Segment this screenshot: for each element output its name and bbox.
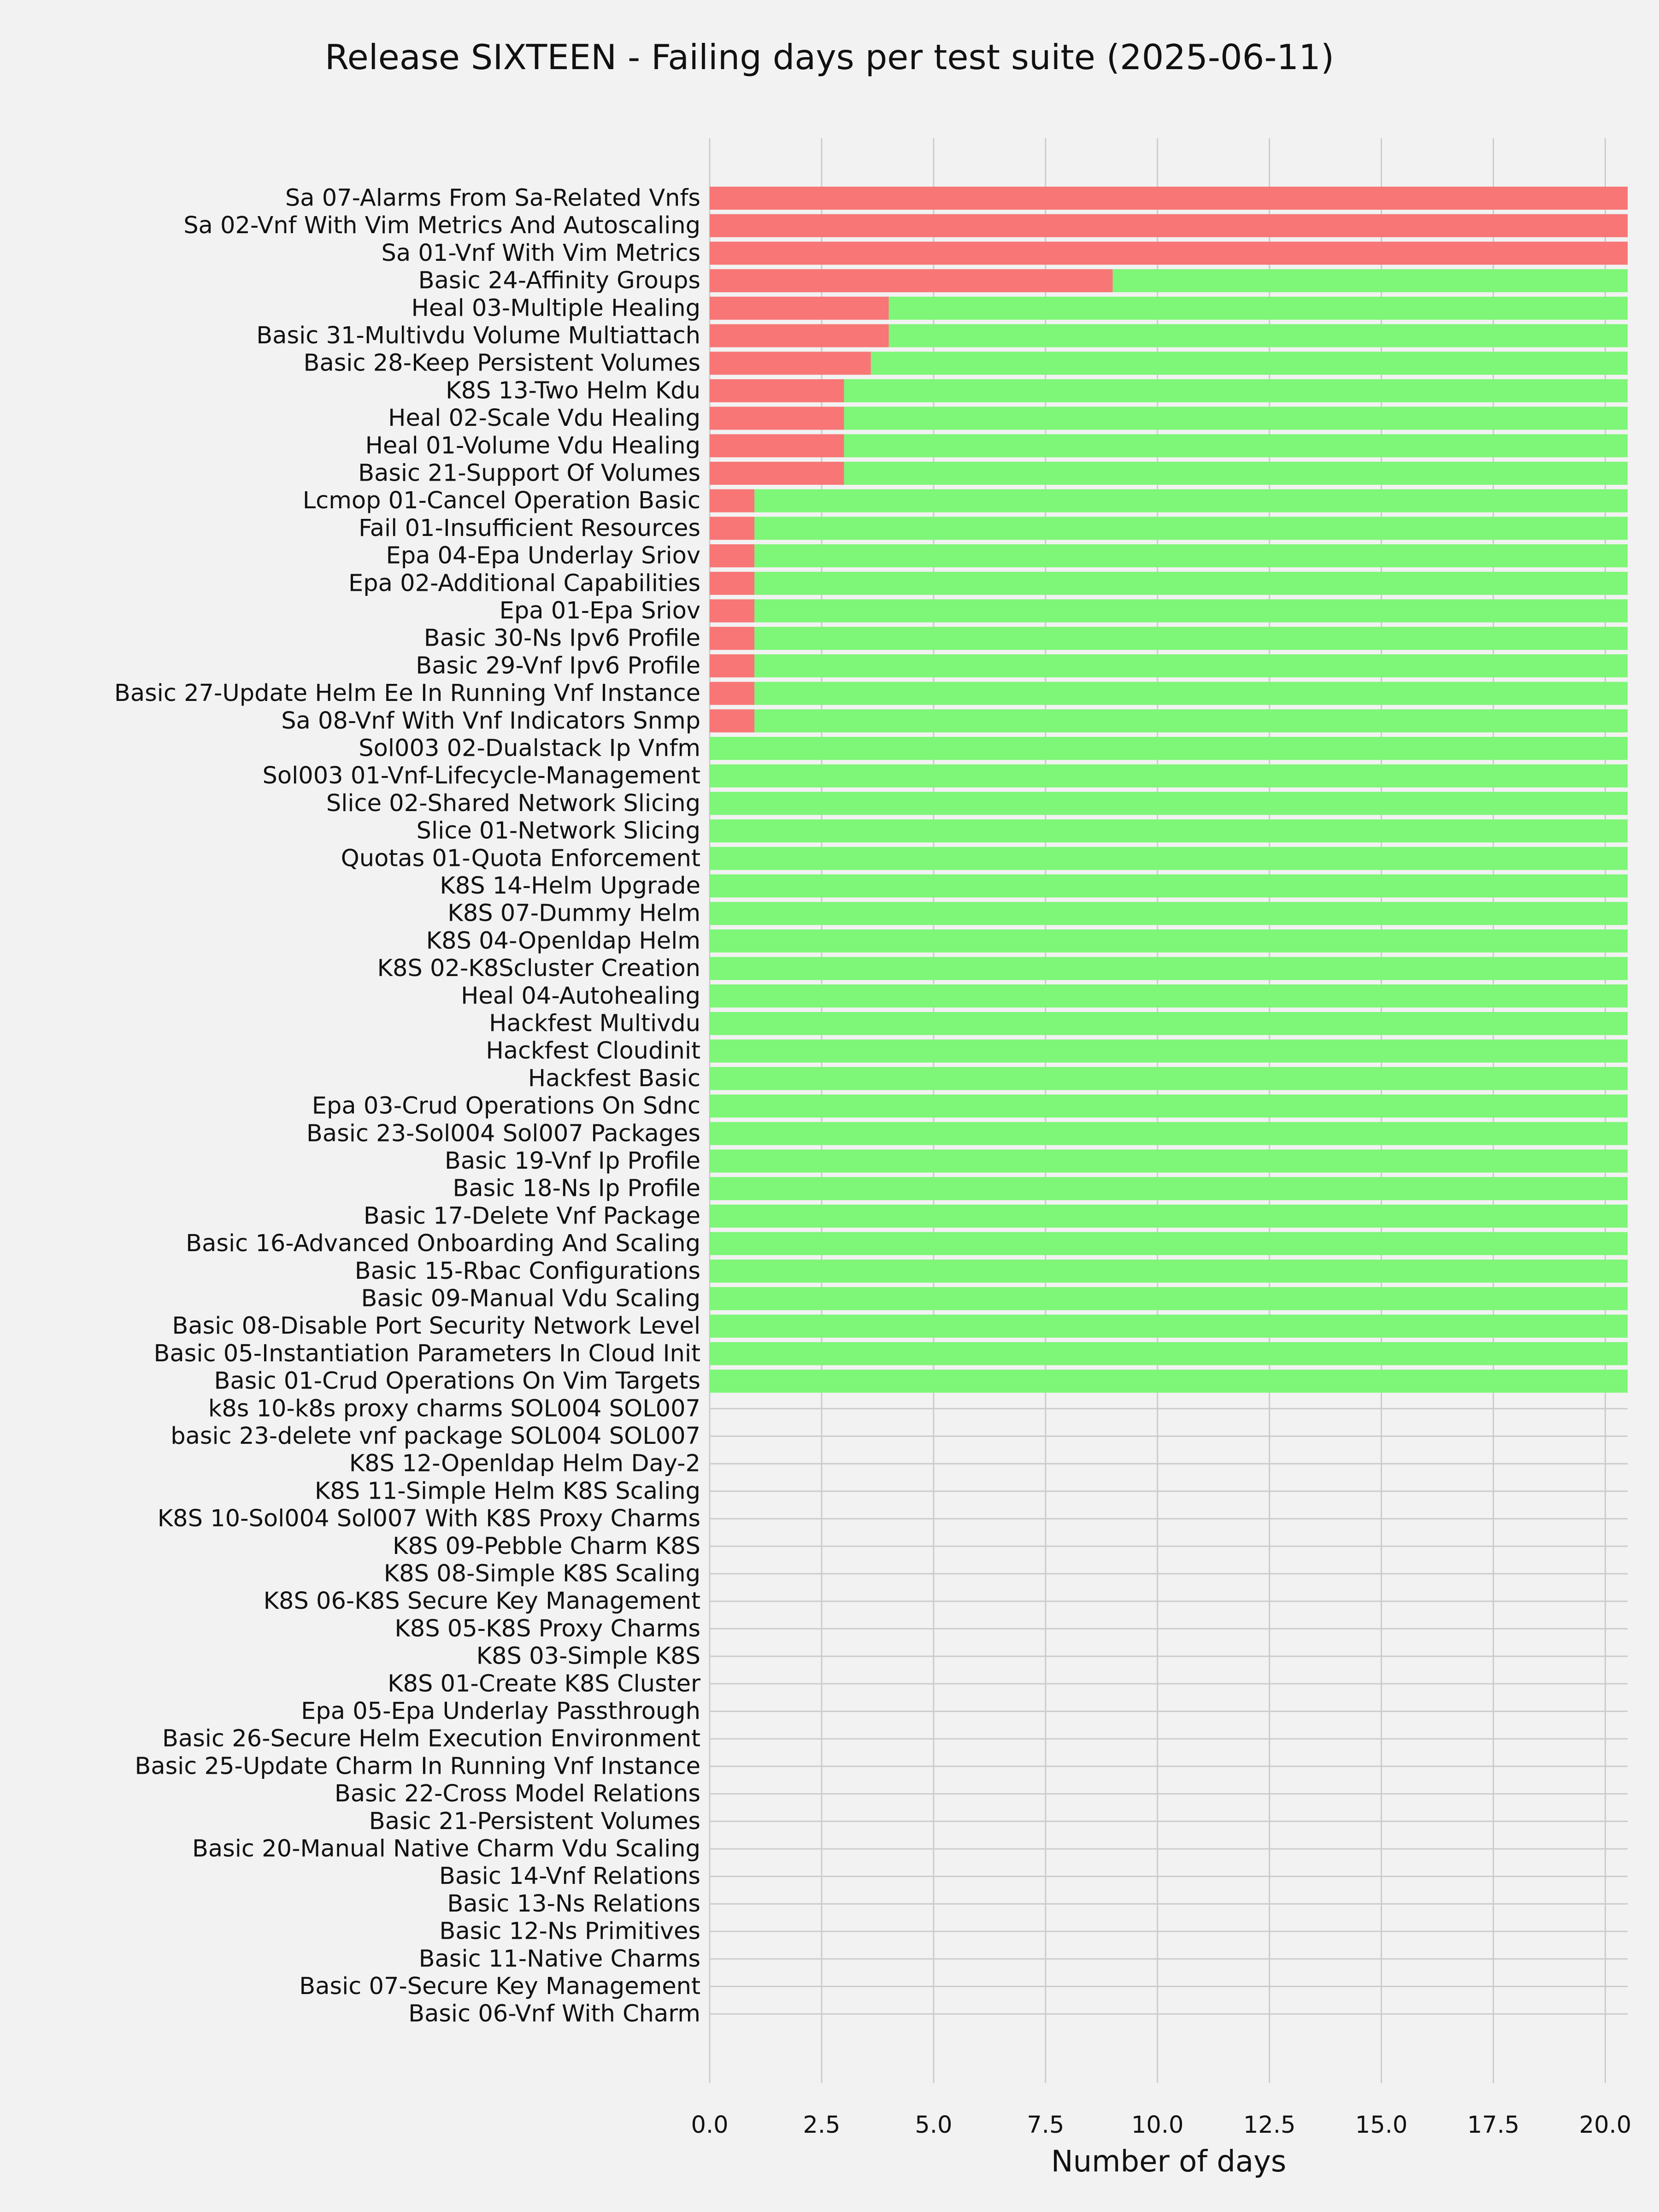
pass-bar-35: [710, 1150, 1628, 1173]
category-label-52: K8S 05-K8S Proxy Charms: [394, 1615, 700, 1642]
pass-bar-20: [710, 737, 1628, 760]
fail-bar-6: [710, 352, 871, 375]
pass-bar-27: [710, 930, 1628, 953]
category-label-47: K8S 11-Simple Helm K8S Scaling: [314, 1477, 700, 1505]
fail-bar-12: [710, 517, 754, 540]
pass-bar-22: [710, 792, 1628, 815]
category-label-61: Basic 14-Vnf Relations: [439, 1863, 700, 1890]
category-label-12: Fail 01-Insufficient Resources: [359, 514, 700, 542]
fail-bar-18: [710, 682, 754, 705]
category-label-16: Basic 30-Ns Ipv6 Profile: [424, 624, 700, 652]
category-label-37: Basic 17-Delete Vnf Package: [363, 1202, 700, 1230]
category-label-40: Basic 09-Manual Vdu Scaling: [361, 1285, 700, 1312]
pass-bar-18: [754, 682, 1628, 705]
category-label-29: Heal 04-Autohealing: [461, 982, 700, 1010]
category-label-57: Basic 25-Update Charm In Running Vnf Instance: [135, 1753, 700, 1780]
fail-bar-4: [710, 297, 889, 320]
category-label-26: K8S 07-Dummy Helm: [447, 900, 700, 927]
pass-bar-42: [710, 1342, 1628, 1365]
pass-bar-13: [754, 544, 1628, 567]
category-label-36: Basic 18-Ns Ip Profile: [453, 1175, 700, 1202]
category-label-46: K8S 12-Openldap Helm Day-2: [349, 1450, 700, 1477]
category-label-8: Heal 02-Scale Vdu Healing: [388, 405, 700, 432]
pass-bar-24: [710, 847, 1628, 870]
pass-bar-30: [710, 1012, 1628, 1035]
pass-bar-43: [710, 1370, 1628, 1393]
category-label-18: Basic 27-Update Helm Ee In Running Vnf Instance: [114, 680, 700, 707]
category-label-65: Basic 07-Secure Key Management: [299, 1973, 700, 2000]
category-label-56: Basic 26-Secure Helm Execution Environment: [162, 1725, 700, 1753]
pass-bar-7: [844, 379, 1628, 402]
pass-bar-31: [710, 1040, 1628, 1063]
fail-bar-10: [710, 462, 844, 485]
pass-bar-36: [710, 1177, 1628, 1200]
pass-bar-38: [710, 1232, 1628, 1255]
pass-bar-40: [710, 1287, 1628, 1310]
pass-bar-21: [710, 765, 1628, 788]
category-label-5: Basic 31-Multivdu Volume Multiattach: [256, 322, 700, 349]
category-label-32: Hackfest Basic: [528, 1065, 700, 1092]
fail-bar-17: [710, 654, 754, 677]
category-label-55: Epa 05-Epa Underlay Passthrough: [301, 1698, 700, 1725]
x-tick-label-1: 2.5: [803, 2112, 841, 2139]
category-label-25: K8S 14-Helm Upgrade: [440, 872, 700, 900]
fail-bar-15: [710, 600, 754, 623]
x-tick-label-6: 15.0: [1355, 2112, 1408, 2139]
category-label-42: Basic 05-Instantiation Parameters In Cloud Init: [153, 1340, 700, 1367]
pass-bar-26: [710, 902, 1628, 925]
category-label-43: Basic 01-Crud Operations On Vim Targets: [214, 1367, 700, 1395]
category-label-23: Slice 01-Network Slicing: [416, 817, 700, 845]
pass-bar-14: [754, 572, 1628, 595]
pass-bar-6: [871, 352, 1628, 375]
pass-bar-23: [710, 819, 1628, 842]
category-label-15: Epa 01-Epa Sriov: [499, 597, 700, 624]
x-tick-label-4: 10.0: [1131, 2112, 1184, 2139]
pass-bar-32: [710, 1067, 1628, 1090]
category-label-63: Basic 12-Ns Primitives: [439, 1918, 700, 1945]
category-label-1: Sa 02-Vnf With Vim Metrics And Autoscaling: [183, 212, 700, 240]
category-label-19: Sa 08-Vnf With Vnf Indicators Snmp: [281, 707, 700, 735]
category-label-38: Basic 16-Advanced Onboarding And Scaling: [186, 1230, 700, 1258]
category-label-60: Basic 20-Manual Native Charm Vdu Scaling: [192, 1835, 700, 1863]
fail-bar-3: [710, 269, 1113, 292]
pass-bar-4: [889, 297, 1628, 320]
x-tick-label-5: 12.5: [1243, 2112, 1296, 2139]
x-axis-title: Number of days: [1051, 2145, 1287, 2179]
category-label-30: Hackfest Multivdu: [489, 1010, 700, 1037]
fail-bar-9: [710, 434, 844, 457]
chart-title: Release SIXTEEN - Failing days per test suite (2025-06-11): [324, 37, 1335, 77]
category-label-64: Basic 11-Native Charms: [418, 1945, 700, 1973]
pass-bar-37: [710, 1205, 1628, 1228]
category-label-2: Sa 01-Vnf With Vim Metrics: [381, 239, 700, 267]
pass-bar-39: [710, 1259, 1628, 1282]
category-label-31: Hackfest Cloudinit: [486, 1037, 700, 1065]
fail-bar-13: [710, 544, 754, 567]
fail-bar-8: [710, 407, 844, 430]
category-label-21: Sol003 01-Vnf-Lifecycle-Management: [262, 762, 700, 790]
fail-bar-14: [710, 572, 754, 595]
category-label-14: Epa 02-Additional Capabilities: [348, 570, 700, 597]
category-label-27: K8S 04-Openldap Helm: [426, 927, 700, 955]
pass-bar-3: [1113, 269, 1628, 292]
pass-bar-33: [710, 1094, 1628, 1118]
category-label-51: K8S 06-K8S Secure Key Management: [263, 1588, 700, 1615]
pass-bar-10: [844, 462, 1628, 485]
category-label-33: Epa 03-Crud Operations On Sdnc: [312, 1092, 700, 1120]
category-label-53: K8S 03-Simple K8S: [476, 1642, 700, 1670]
pass-bar-5: [889, 324, 1628, 347]
fail-bar-5: [710, 324, 889, 347]
category-label-13: Epa 04-Epa Underlay Sriov: [386, 542, 700, 570]
category-label-10: Basic 21-Support Of Volumes: [358, 459, 700, 487]
pass-bar-25: [710, 875, 1628, 898]
category-label-3: Basic 24-Affinity Groups: [418, 267, 700, 294]
category-label-50: K8S 08-Simple K8S Scaling: [383, 1560, 700, 1588]
category-label-49: K8S 09-Pebble Charm K8S: [392, 1532, 700, 1560]
pass-bar-28: [710, 957, 1628, 980]
fail-bar-11: [710, 489, 754, 512]
category-label-0: Sa 07-Alarms From Sa-Related Vnfs: [285, 184, 700, 212]
pass-bar-11: [754, 489, 1628, 512]
category-label-22: Slice 02-Shared Network Slicing: [326, 789, 700, 817]
pass-bar-19: [754, 709, 1628, 732]
fail-bar-0: [710, 187, 1628, 210]
category-label-9: Heal 01-Volume Vdu Healing: [365, 432, 700, 459]
category-label-44: k8s 10-k8s proxy charms SOL004 SOL007: [208, 1395, 700, 1423]
category-label-54: K8S 01-Create K8S Cluster: [388, 1670, 700, 1698]
category-label-41: Basic 08-Disable Port Security Network Level: [172, 1312, 700, 1340]
category-label-48: K8S 10-Sol004 Sol007 With K8S Proxy Charms: [157, 1505, 700, 1533]
pass-bar-15: [754, 600, 1628, 623]
category-label-58: Basic 22-Cross Model Relations: [334, 1780, 700, 1808]
category-label-35: Basic 19-Vnf Ip Profile: [444, 1147, 700, 1175]
category-label-6: Basic 28-Keep Persistent Volumes: [303, 349, 700, 377]
x-tick-label-7: 17.5: [1467, 2112, 1520, 2139]
pass-bar-41: [710, 1315, 1628, 1338]
category-label-17: Basic 29-Vnf Ipv6 Profile: [416, 652, 700, 680]
category-label-11: Lcmop 01-Cancel Operation Basic: [302, 487, 700, 515]
pass-bar-29: [710, 984, 1628, 1007]
category-label-45: basic 23-delete vnf package SOL004 SOL007: [171, 1423, 700, 1450]
x-tick-labels: [691, 2112, 1631, 2139]
pass-bar-16: [754, 627, 1628, 650]
category-label-39: Basic 15-Rbac Configurations: [354, 1257, 700, 1285]
pass-bar-8: [844, 407, 1628, 430]
category-label-34: Basic 23-Sol004 Sol007 Packages: [306, 1120, 700, 1147]
fail-bar-16: [710, 627, 754, 650]
category-label-7: K8S 13-Two Helm Kdu: [446, 377, 700, 405]
fail-bar-19: [710, 709, 754, 732]
pass-bar-34: [710, 1122, 1628, 1145]
pass-bar-9: [844, 434, 1628, 457]
category-label-28: K8S 02-K8Scluster Creation: [377, 955, 700, 982]
pass-bar-17: [754, 654, 1628, 677]
category-label-62: Basic 13-Ns Relations: [447, 1890, 700, 1918]
fail-bar-1: [710, 214, 1628, 237]
category-label-66: Basic 06-Vnf With Charm: [408, 2000, 700, 2028]
category-label-59: Basic 21-Persistent Volumes: [369, 1807, 700, 1835]
x-tick-label-3: 7.5: [1027, 2112, 1065, 2139]
category-label-20: Sol003 02-Dualstack Ip Vnfm: [359, 735, 700, 762]
fail-bar-2: [710, 241, 1628, 265]
category-label-24: Quotas 01-Quota Enforcement: [341, 845, 700, 872]
category-label-4: Heal 03-Multiple Healing: [411, 294, 700, 322]
pass-bar-12: [754, 517, 1628, 540]
x-tick-label-0: 0.0: [691, 2112, 729, 2139]
fail-bar-7: [710, 379, 844, 402]
x-tick-label-2: 5.0: [915, 2112, 953, 2139]
x-tick-label-8: 20.0: [1579, 2112, 1632, 2139]
